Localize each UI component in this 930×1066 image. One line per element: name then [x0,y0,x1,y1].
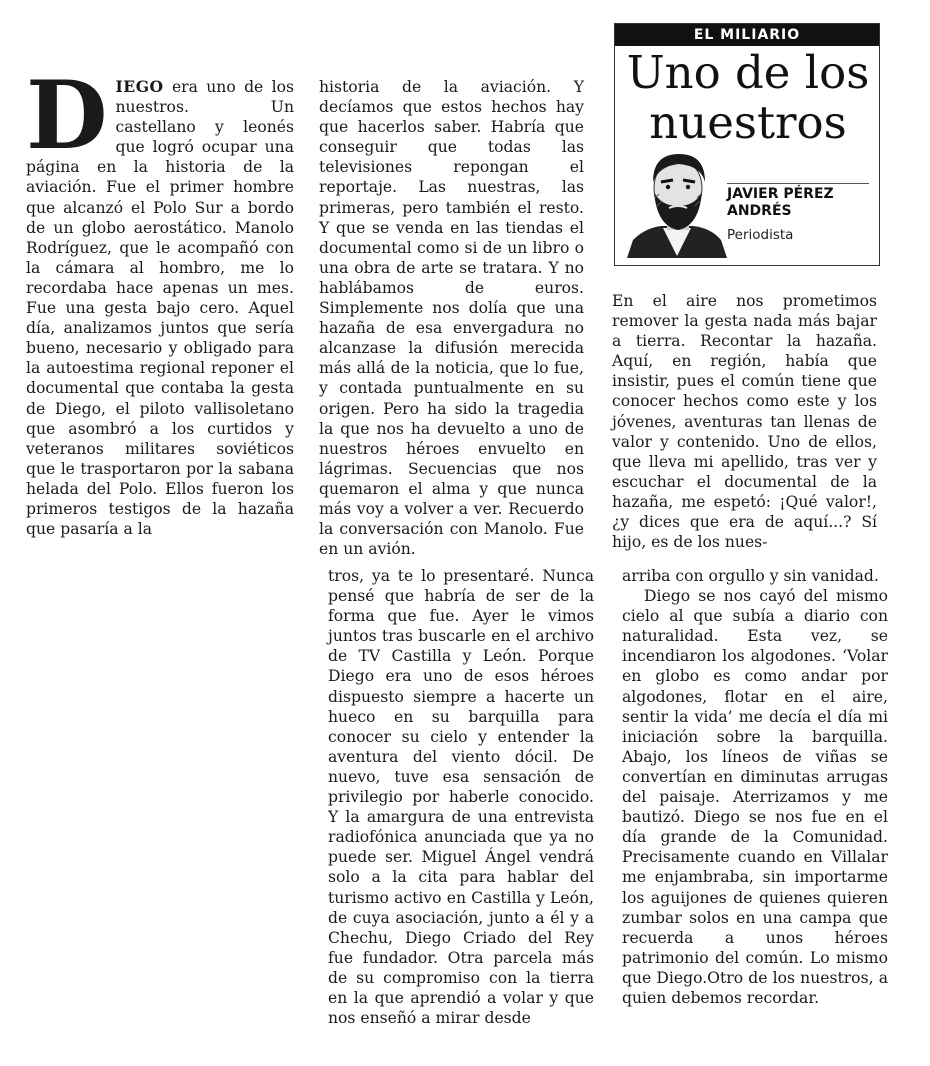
column-2-text: historia de la aviación. Y decíamos que estos hechos hay que hacerlos saber. Habría que conseguir que todas las televisiones repongan el reportaje. Las nuestras, las primeras, pero también el resto. Y que se venda en las tiendas el documental como si de un libro o una obra de arte se tratara. Y no hablábamos de euros. Simplemente nos dolía que una hazaña de esa envergadura no alcanzase la difusión merecida más allá de la noticia, que lo fue, y contada puntualmente en su origen. Pero ha sido la tragedia la que nos ha devuelto a uno de nuestros héroes envuelto en lágrimas. Secuencias que nos quemaron el alma y que nunca más voy a volver a ver. Recuerdo la conversación con Manolo. Fue en un avión. [319,78,584,559]
article-column-4 [328,566,594,1028]
column-4-text: tros, ya te lo presentaré. Nunca pensé que habría de ser de la forma que fue. Ayer le vimos juntos tras buscarle en el archivo de TV Castilla y León. Porque Diego era uno de esos héroes dispuesto siempre a hacerte un hueco en su barquilla para conocer su cielo y entender la aventura del viento dócil. De nuevo, tuve esa sensación de privilegio por haberle conocido. Y la amargura de una entrevista radiofónica anunciada que ya no puede ser. Miguel Ángel vendrá solo a la cita para hablar del turismo activo en Castilla y León, de cuya asociación, junto a él y a Chechu, Diego Criado del Rey fue fundador. Otra parcela más de su compromiso con la tierra en la que aprendió a volar y que nos enseñó a mirar desde [328,567,594,1028]
author-name [727,186,877,220]
section-label: EL MILIARIO [615,24,879,46]
headline [623,48,873,148]
column-3-text: En el aire nos prometimos remover la gesta nada más bajar a tierra. Recontar la hazaña. Aquí, en región, había que insistir, pues el común tiene que conocer hechos como este y los jóvenes, aventuras tan llenas de valor y contenido. Uno de ellos, que lleva mi apellido, tras ver y escuchar el documental de la hazaña, me espetó: ¡Qué valor!, ¿y dices que era de aquí...? Sí hijo, es de los nues- [612,292,877,552]
lead-word: IEGO [115,77,164,96]
article-column-2 [319,77,584,559]
headline-line-1: Uno de los [626,46,870,99]
author-portrait-icon [625,148,729,258]
author-name-line-2: ANDRÉS [727,203,792,219]
article-paragraph [26,61,294,539]
article-column-5 [622,566,888,1008]
column-5-paragraph-1: arriba con orgullo y sin vanidad. [622,567,879,585]
column-1-text: era uno de los nuestros. Un castellano y leonés que logró ocupar una página en la historia de la aviación. Fue el primer hombre que alcanzó el Polo Sur a bordo de un globo aerostático. Manolo Rodríguez, que le acompañó con la cámara al hombro, me lo recordaba hace apenas un mes. Fue una gesta bajo cero. Aquel día, analizamos juntos que sería bueno, necesario y obligado para la autoestima regional reponer el documental que contaba la gesta de Diego, el piloto vallisoletano que asombró a los curtidos y veteranos militares soviéticos que le trasportaron por la sabana helada del Polo. Ellos fueron los primeros testigos de la hazaña que pasaría a la [26,78,294,539]
headline-line-2: nuestros [649,96,847,149]
column-5-paragraph-2: Diego se nos cayó del mismo cielo al que subía a diario con naturalidad. Esta vez, se incendiaron los algodones. ‘Volar en globo es como andar por algodones, flotar en el aire, sentir la vida’ me decía el día mi iniciación sobre la barquilla. Abajo, los líneos de viñas se convertían en diminutas arrugas del paisaje. Aterrizamos y me bautizó. Diego se nos fue en el día grande de la Comunidad. Precisamente cuando en Villalar me enjambraba, sin importarme los aguijones de quienes quieren zumbar solos en una campa que recuerda a unos héroes patrimonio del común. Lo mismo que Diego.Otro de los nuestros, a quien debemos recordar. [622,587,888,1007]
author-role: Periodista [727,227,794,243]
drop-cap: D [26,61,108,171]
article-column-3 [612,291,877,552]
column-header-box [614,23,880,266]
author-divider [727,183,869,184]
author-name-line-1: JAVIER PÉREZ [727,186,834,202]
article-column-1 [26,61,294,539]
